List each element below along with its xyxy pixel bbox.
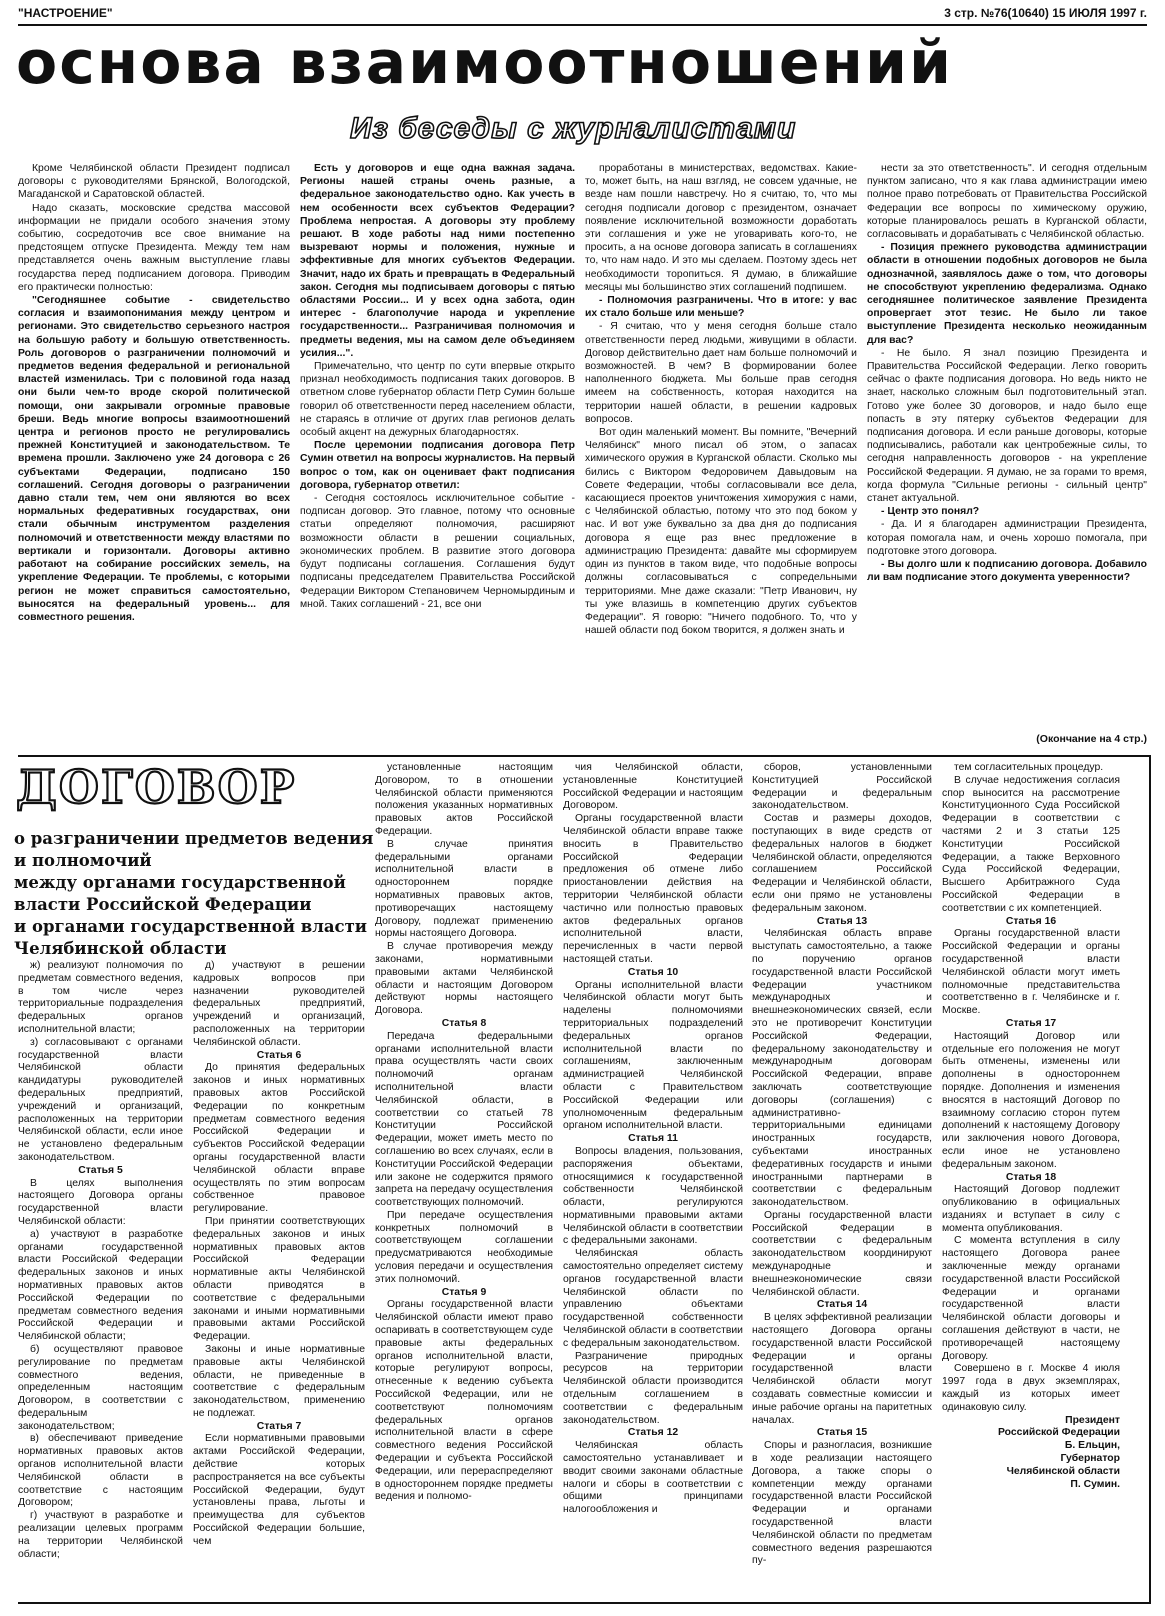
treaty-column-1 bbox=[18, 960, 183, 1600]
article-paragraph: - Сегодня состоялось исключительное событие - подписан договор. Это главное, потому что основные статьи определяют полномочия, расширяют возможности области в решении социальных, экономических проблем. В развитие этого договора будут подписаны соглашения. Соглашения будут подписаны председателем Правительства Российской Федерации Виктором Степановичем Черномырдиным и мной. Таких соглашений - 21, все они bbox=[300, 493, 575, 610]
treaty-paragraph: а) участвуют в разработке органами государственной власти Российской Федерации федеральных законов и иных нормативных правовых актов Российской Федерации по предметам совместного ведения Российской Федерации и Челябинской области; bbox=[18, 1228, 183, 1343]
treaty-article-heading: Статья 18 bbox=[1005, 1171, 1057, 1183]
article-column-2 bbox=[300, 162, 575, 730]
treaty-paragraph: ж) реализуют полномочия по предметам совместного ведения, в том числе через территориальные подразделения федеральных органов исполнительной власти; bbox=[18, 960, 183, 1035]
treaty-paragraph: Разграничение природных ресурсов на территории Челябинской области производится отдельным соглашением в соответствии с федеральным законодательством. bbox=[563, 1350, 743, 1426]
treaty-paragraph: Состав и размеры доходов, поступающих в виде средств от федеральных налогов в бюджет Челябинской области, определяются соглашением Российской Федерации и Челябинской области, если они прямо не установлены федеральным законом. bbox=[752, 813, 932, 914]
treaty-paragraph: Органы государственной власти Челябинской области имеют право оспаривать в соответствующем суде правовые акты федеральных органов исполнительной власти, которые регулируют вопросы, отнесенные к ведению субъекта Российской Федерации, или не соответствуют полномочиям федеральных органов исполнительной власти в сфере совместного ведения Российской Федерации и субъекта Российской Федерации, или перераспределяют в одностороннем порядке предметы ведения и полномо- bbox=[375, 1299, 553, 1503]
treaty-paragraph: установленные настоящим Договором, то в отношении Челябинской области применяются положения указанных нормативных правовых актов Российской Федерации. bbox=[375, 762, 553, 837]
treaty-paragraph: В случае принятия федеральными органами исполнительной власти в одностороннем порядке нормативных правовых актов, противоречащих настоящему Договору, подлежат применению нормы настоящего Договора. bbox=[375, 838, 553, 940]
treaty-paragraph: б) осуществляют правовое регулирование по предметам совместного ведения, определенным настоящим Договором, в соответствии с федеральным законодательством; bbox=[18, 1343, 183, 1432]
article-paragraph: Примечательно, что центр по сути впервые открыто признал необходимость подписания таких договоров. В ответном слове губернатор области Петр Сумин больше говорил об ответственности перед населением области, не стараясь в отличие от других глав регионов делать особый акцент на дежурных благодарностях. bbox=[300, 361, 575, 439]
treaty-article-heading: Статья 12 bbox=[627, 1427, 679, 1439]
treaty-paragraph: Органы государственной власти Российской Федерации и органы государственной власти Челябинской области могут иметь полномочные представительства соответственно в г. Челябинске и г. Москве. bbox=[942, 928, 1120, 1017]
treaty-title: ДОГОВОР bbox=[16, 760, 297, 814]
article-paragraph: Кроме Челябинской области Президент подписал договоры с руководителями Брянской, Вологодской, Магаданской и Саратовской областей. bbox=[18, 163, 290, 201]
article-paragraph: Надо сказать, московские средства массовой информации не придали особого значения этому событию, сосредоточив все свое внимание на предстоящем отпуске Президента. Между тем нам представляется очень важным выступление главы государства перед подписанием договора. Приводим его практически полностью: bbox=[18, 202, 290, 293]
article-column-4 bbox=[867, 162, 1147, 730]
treaty-paragraph: Настоящий Договор подлежит опубликованию в официальных изданиях и вступает в силу с момента опубликования. bbox=[942, 1184, 1120, 1234]
treaty-paragraph: тем согласительных процедур. bbox=[954, 762, 1104, 773]
treaty-subtitle-line: между органами государственной bbox=[14, 873, 346, 892]
treaty-paragraph: В целях выполнения настоящего Договора органы государственной власти Челябинской области: bbox=[18, 1177, 183, 1227]
article-paragraph: Есть у договоров и еще одна важная задача. Регионы нашей страны очень разные, а федеральное законодательство одно. Как учесть в нем особенности всех субъектов Федерации? Проблема непростая. А договоры эту проблему решают. В ходе работы над ними постепенно вызревают нормы и положения, нужные и эффективные для многих субъектов Федерации. Значит, надо их брать и превращать в Федеральный закон. Сегодня мы подписываем договоры с пятью областями России... И у всех одна забота, один интерес - благополучие народа и укрепление государственности... Разграничивая полномочия и предметы ведения, мы на самом деле объединяем усилия...". bbox=[300, 163, 575, 359]
treaty-paragraph: Челябинская область самостоятельно устанавливает и вводит своими законами областные налоги и сборы в соответствии с общими принципами налогообложения и bbox=[563, 1440, 743, 1516]
treaty-paragraph: Органы исполнительной власти Челябинской области могут быть наделены полномочиями территориальных подразделений федеральных органов исполнительной власти по соглашениям, заключенным администрацией Челябинской области с Правительством Российской Федерации или уполномоченным федеральным органом исполнительной власти. bbox=[563, 979, 743, 1132]
article-paragraph: - Позиция прежнего руководства администрации области в отношении подобных договоров не была однозначной, заявлялось даже о том, что договоры не способствуют укреплению федерализма. Однако сегодняшнее политическое заявление Президента опровергает этот тезис. Не было ли такое выступление Президента несколько неожиданным для вас? bbox=[867, 242, 1147, 346]
treaty-subtitle-line: и полномочий bbox=[14, 851, 152, 870]
treaty-paragraph: сборов, установленными Конституцией Российской Федерации и федеральным законодательством. bbox=[752, 762, 932, 812]
treaty-paragraph: Если нормативными правовыми актами Российской Федерации, действие которых распространяется на все субъекты Российской Федерации, будут установлены права, льготы и преимущества для субъектов Российской Федерации большие, чем bbox=[193, 1433, 365, 1547]
treaty-article-heading: Статья 14 bbox=[816, 1299, 868, 1311]
treaty-article-heading: Статья 6 bbox=[256, 1049, 302, 1061]
treaty-paragraph: Настоящий Договор или отдельные его положения не могут быть отменены, изменены или дополнены в одностороннем порядке. Дополнения и изменения вносятся в настоящий Договор по взаимному согласию сторон путем дополнений к настоящему Договору или заключения нового Договора, если иное не установлено федеральным законом. bbox=[942, 1030, 1120, 1170]
article-paragraph: - Не было. Я знал позицию Президента и Правительства Российской Федерации. Легко говорить сейчас о факте подписания договора. Но ведь никто не знает, насколько сложным был подготовительный этап. Готово уже более 30 договоров, и надо было еще попасть в эту пятерку субъектов Федерации для подписания договора. И если раньше договоры, которые подписывались, работали как центробежные силы, то сегодня направленность договоров - на укрепление Российской Федерации. Я думаю, не за горами то время, когда формула "Сильные регионы - сильный центр" станет актуальной. bbox=[867, 347, 1147, 505]
treaty-paragraph: С момента вступления в силу настоящего Договора ранее заключенные между органами государственной власти Российской Федерации и органами государственной власти Челябинской области договоры и соглашения действуют в части, не противоречащей настоящему Договору. bbox=[942, 1235, 1120, 1362]
treaty-column-3 bbox=[375, 762, 553, 1600]
treaty-paragraph: До принятия федеральных законов и иных нормативных правовых актов Российской Федерации по конкретным предметам совместного ведения Российской Федерации и субъектов Российской Федерации органы государственной власти Челябинской области вправе осуществлять по этим вопросам собственное правовое регулирование. bbox=[193, 1062, 365, 1215]
article-paragraph: "Сегодняшнее событие - свидетельство согласия и взаимопонимания между центром и регионами. Это свидетельство серьезного настроя на большую работу и большую ответственность. Роль договоров о разграничении полномочий и предметов ведения федеральной и региональной властей изменилась. Три с половиной года назад они были чем-то вроде скорой политической помощи, они закрывали огромные правовые бреши. Ведь многие вопросы взаимоотношений центра и регионов просто не регулировались прежней Конституцией и законодательством. Те времена прошли. Заключено уже 24 договора с 26 субъектами Федерации, подписано 150 соглашений. Сегодня договоры о разграничении давно стали тем, чем они являются во всех нормальных федеративных государствах, они стали обычным инструментом разделения полномочий и ответственности между властями по вертикали и горизонтали. Договоры активно работают на собирание российских земель, на укрепление Федерации. Те проблемы, с которыми регион не может справиться самостоятельно, выносятся на федеральный уровень... для совместного решения. bbox=[18, 295, 290, 623]
treaty-signature-line: Б. Ельцин, bbox=[1064, 1440, 1120, 1452]
treaty-paragraph: В случае недостижения согласия спор выносится на рассмотрение Конституционного Суда Российской Федерации в соответствии с частями 2 и 3 статьи 125 Конституции Российской Федерации, а также Верховного Суда Российской Федерации, Высшего Арбитражного Суда Российской Федерации в соответствии с их компетенцией. bbox=[942, 774, 1120, 914]
article-paragraph: - Я считаю, что у меня сегодня больше стало ответственности перед людьми, живущими в области. Договор действительно дает нам больше полномочий и возможностей. В чем? В формировании более наполненного бюджета. Мы больше прав сегодня имеем на собственность, которая находится на территории нашей области, в решении кадровых вопросов. bbox=[585, 321, 857, 425]
article-paragraph: - Центр это понял? bbox=[881, 506, 980, 518]
treaty-paragraph: В случае противоречия между законами, нормативными правовыми актами Челябинской области и настоящим Договором действуют нормы настоящего Договора. bbox=[375, 941, 553, 1017]
treaty-column-5 bbox=[752, 762, 932, 1600]
treaty-paragraph: Совершено в г. Москве 4 июля 1997 года в двух экземплярах, каждый из которых имеет одинаковую силу. bbox=[942, 1363, 1120, 1413]
article-subheadline: Из беседы с журналистами bbox=[350, 112, 797, 145]
treaty-subtitle bbox=[14, 828, 386, 960]
treaty-paragraph: Споры и разногласия, возникшие в ходе реализации настоящего Договора, а также споры о компетенции между органами государственной власти Российской Федерации и органами государственной власти Челябинской области по предметам совместного ведения разрешаются пу- bbox=[752, 1440, 932, 1567]
treaty-column-4 bbox=[563, 762, 743, 1600]
treaty-article-heading: Статья 11 bbox=[628, 1133, 678, 1145]
treaty-paragraph: чия Челябинской области, установленные Конституцией Российской Федерации и настоящим Договором. bbox=[563, 762, 743, 812]
treaty-paragraph: з) согласовывают с органами государственной власти Челябинской области кандидатуры руководителей федеральных предприятий, учреждений и организаций, расположенных на территории Челябинской области, если иное не установлено федеральным законодательством. bbox=[18, 1036, 183, 1163]
treaty-column-6 bbox=[942, 762, 1120, 1600]
treaty-paragraph: Челябинская область самостоятельно определяет систему органов государственной власти Челябинской области по управлению объектами государственной собственности Челябинской области в соответствии с федеральным законодательством. bbox=[563, 1248, 743, 1349]
treaty-signature-line: Губернатор bbox=[1060, 1453, 1120, 1465]
article-paragraph: Вот один маленький момент. Вы помните, "Вечерний Челябинск" много писал об этом, о запасах химического оружия в Курганской области. Сколько мы бились с Виктором Федоровичем Давыдовым на Совете Федерации, чтобы согласовывали все дела, касающиеся проектов уничтожения химоружия с нами, с Челябинской областью, потому что это под боком у нас. И вот уже буквально за два дня до подписания договора я еще раз внес предложение в администрацию Президента: давайте мы сформируем один из пунктов в таком виде, что подобные вопросы должны согласовываться с сопредельными территориями. Мне даже сказали: "Петр Иванович, ну ты уже влазишь в компетенцию других субъектов Федерации". Я говорю: "Ничего подобного. То, что у нашей области под боком творится, я должен знать и bbox=[585, 427, 857, 637]
continuation-note: (Окончание на 4 стр.) bbox=[1036, 733, 1147, 745]
treaty-paragraph: Передача федеральными органами исполнительной власти права осуществлять части своих полномочий органам исполнительной власти Челябинской области, в соответствии со статьей 78 Конституции Российской Федерации, может иметь место по соглашению во всех случаях, если в Конституции Российской Федерации или законе не содержится прямого запрета на передачу осуществления соответствующих полномочий. bbox=[375, 1030, 553, 1209]
article-headline: основа взаимоотношений bbox=[16, 28, 954, 98]
treaty-article-heading: Статья 9 bbox=[441, 1286, 487, 1298]
treaty-article-heading: Статья 16 bbox=[1005, 915, 1057, 927]
article-column-3 bbox=[585, 162, 857, 730]
treaty-paragraph: В целях эффективной реализации настоящего Договора органы государственной власти Российской Федерации и органы государственной власти Челябинской области могут создавать совместные комиссии и иные рабочие органы на паритетных началах. bbox=[752, 1312, 932, 1426]
treaty-paragraph: Органы государственной власти Челябинской области вправе также вносить в Правительство Российской Федерации предложения об отмене либо приостановлении действия на территории Челябинской области частично или полностью правовых актов федеральных органов исполнительной власти, перечисленных в части первой настоящей статьи. bbox=[563, 813, 743, 965]
treaty-subtitle-line: власти Российской Федерации bbox=[14, 895, 312, 914]
treaty-signature-line: Президент bbox=[1065, 1414, 1120, 1426]
treaty-article-heading: Статья 7 bbox=[256, 1420, 302, 1432]
newspaper-name: "НАСТРОЕНИЕ" bbox=[18, 6, 113, 20]
article-paragraph: - Вы долго шли к подписанию договора. Добавило ли вам подписание этого документа уверенности? bbox=[867, 559, 1147, 584]
treaty-paragraph: д) участвуют в решении кадровых вопросов при назначении руководителей федеральных предприятий, учреждений и организаций, расположенных на территории Челябинской области. bbox=[193, 960, 365, 1048]
issue-info: 3 стр. №76(10640) 15 ИЮЛЯ 1997 г. bbox=[944, 6, 1147, 20]
treaty-paragraph: Вопросы владения, пользования, распоряжения объектами, относящимися к государственной собственности Челябинской области, регулируются нормативными правовыми актами Челябинской области в соответствии с федеральными законами. bbox=[563, 1145, 743, 1247]
treaty-paragraph: Челябинская область вправе выступать самостоятельно, а также по поручению органов государственной власти Российской Федерации участником международных и внешнеэкономических связей, если это не противоречит Конституции Российской Федерации, федеральному законодательству и международным договорам Российской Федерации, вправе заключать соответствующие договоры (соглашения) с административно-территориальными единицами иностранных государств, субъектами иностранных федеративных государств и иными иностранными партнерами в соответствии с федеральным законодательством. bbox=[752, 928, 932, 1209]
article-paragraph: - Полномочия разграничены. Что в итоге: у вас их стало больше или меньше? bbox=[585, 295, 857, 320]
article-paragraph: - Да. И я благодарен администрации Президента, которая помогала нам, и очень хорошо помогала, при подготовке этого договора. bbox=[867, 519, 1147, 557]
treaty-paragraph: г) участвуют в разработке и реализации целевых программ на территории Челябинской области; bbox=[18, 1510, 183, 1560]
treaty-article-heading: Статья 10 bbox=[627, 966, 679, 978]
treaty-subtitle-line: и органами государственной власти bbox=[14, 917, 368, 936]
treaty-subtitle-line: Челябинской области bbox=[14, 939, 227, 958]
treaty-signature-line: Российской Федерации bbox=[998, 1427, 1120, 1439]
page-header bbox=[18, 6, 1147, 26]
treaty-article-heading: Статья 5 bbox=[78, 1164, 123, 1176]
article-paragraph: проработаны в министерствах, ведомствах. Какие-то, может быть, на наш взгляд, не совсем удачные, не везде нам пошли навстречу. Но я считаю, то, что мы сегодня подписали договор с президентом, означает появление исключительной возможности доработать эти соглашения и уже не уговаривать кого-то, не просить, а на основе договора записать в соглашениях то, что нам надо. И это мы сделаем. Поэтому здесь нет необходимости торопиться. Я думаю, в ближайшие месяцы мы большинство этих соглашений подпишем. bbox=[585, 163, 857, 293]
treaty-column-2 bbox=[193, 960, 365, 1600]
treaty-signature-line: Челябинской области bbox=[1006, 1465, 1120, 1477]
treaty-article-heading: Статья 13 bbox=[816, 915, 868, 927]
treaty-paragraph: При принятии соответствующих федеральных законов и иных нормативных правовых актов Российской Федерации нормативные акты Челябинской области приводятся в соответствие с федеральными законами и иными нормативными правовыми актами Российской Федерации. bbox=[193, 1215, 365, 1343]
treaty-article-heading: Статья 8 bbox=[441, 1017, 487, 1029]
treaty-paragraph: Органы государственной власти Российской Федерации в соответствии с федеральным законодательством координируют международные и внешнеэкономические связи Челябинской области. bbox=[752, 1209, 932, 1298]
treaty-article-heading: Статья 17 bbox=[1005, 1017, 1057, 1029]
article-paragraph: нести за это ответственность". И сегодня отдельным пунктом записано, что я как глава администрации имею полное право потребовать от Правительства Российской Федерации все вопросы по химическому оружию, которые планировалось решать в Курганской области, согласовывать и дорабатывать с Челябинской областью. bbox=[867, 163, 1147, 241]
article-column-1 bbox=[18, 162, 290, 730]
treaty-subtitle-line: о разграничении предметов ведения bbox=[14, 829, 374, 848]
article-paragraph: После церемонии подписания договора Петр Сумин ответил на вопросы журналистов. На первый вопрос о том, как он оценивает факт подписания договора, губернатор ответил: bbox=[300, 440, 575, 491]
treaty-paragraph: в) обеспечивают приведение нормативных правовых актов органов исполнительной власти Челябинской области в соответствие с настоящим Договором; bbox=[18, 1433, 183, 1509]
treaty-paragraph: При передаче осуществления конкретных полномочий в соответствующем соглашении предусматриваются необходимые условия передачи и осуществления этих полномочий. bbox=[375, 1209, 553, 1285]
treaty-signature-line: П. Сумин. bbox=[1070, 1478, 1120, 1490]
treaty-article-heading: Статья 15 bbox=[816, 1427, 868, 1439]
treaty-paragraph: Законы и иные нормативные правовые акты Челябинской области, не приведенные в соответствие с федеральным законодательством, применению не подлежат. bbox=[193, 1343, 365, 1419]
